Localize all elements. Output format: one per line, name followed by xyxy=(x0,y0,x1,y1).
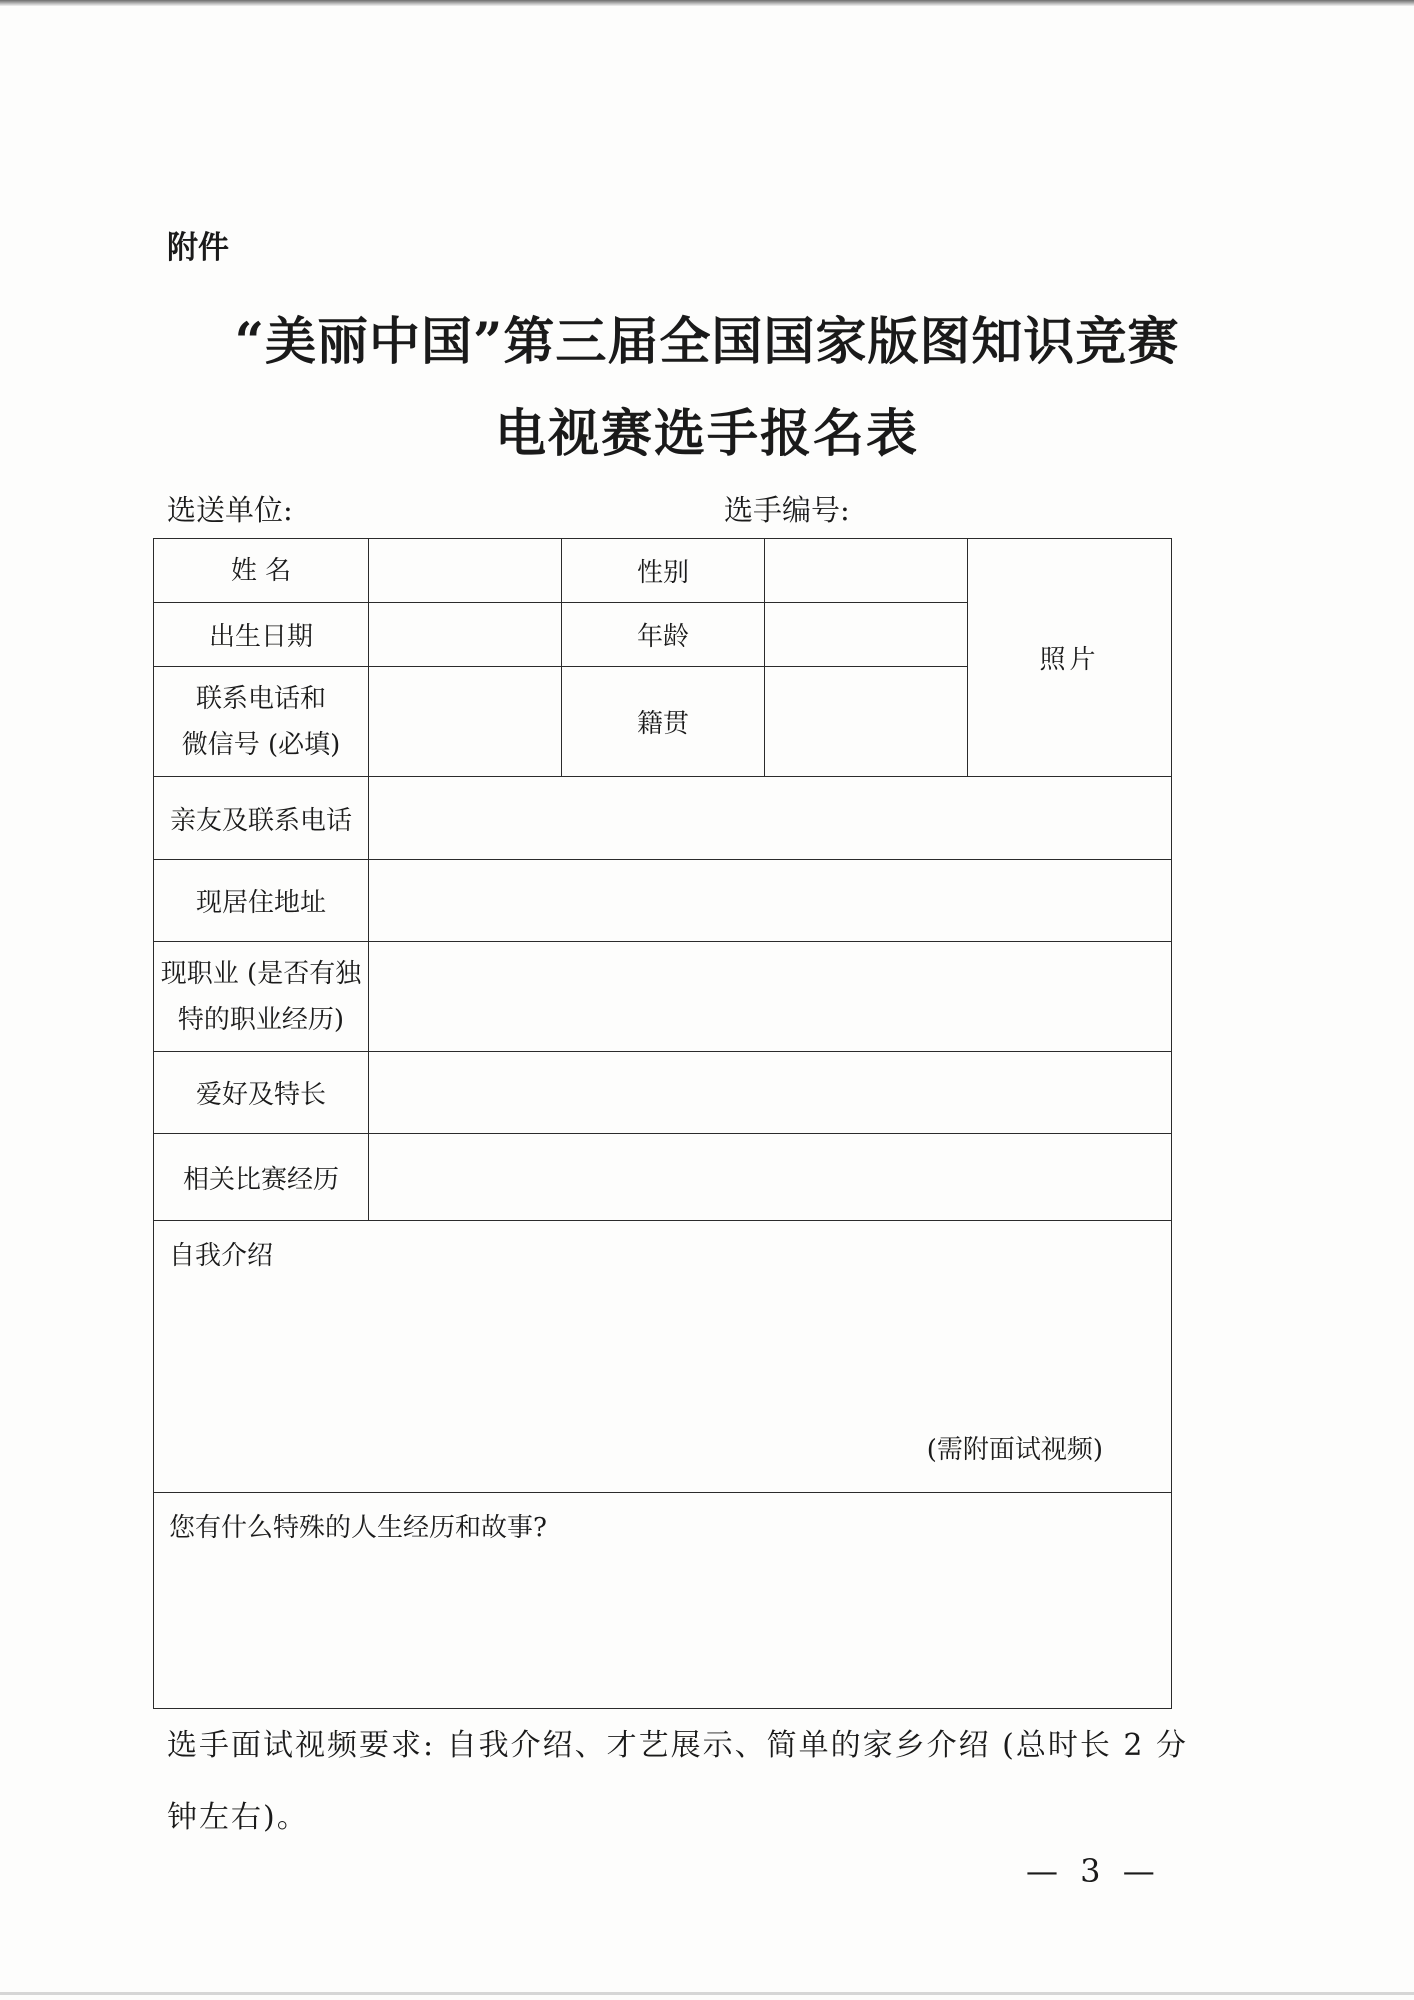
birth-date-label: 出生日期 xyxy=(154,603,369,667)
gender-field[interactable] xyxy=(765,539,968,603)
birth-date-field[interactable] xyxy=(369,603,562,667)
photo-label: 照片 xyxy=(1039,645,1100,675)
scan-top-edge xyxy=(0,0,1414,6)
name-label: 姓 名 xyxy=(154,539,369,603)
page-title-line2: 电视赛选手报名表 xyxy=(494,404,919,464)
submitting-unit-label: 选送单位: xyxy=(167,493,293,527)
self-intro-field[interactable] xyxy=(154,1221,1172,1493)
contestant-number-label: 选手编号: xyxy=(724,493,850,527)
occupation-field[interactable] xyxy=(369,942,1172,1052)
hobby-field[interactable] xyxy=(369,1052,1172,1134)
phone-wechat-field[interactable] xyxy=(369,667,562,777)
hobby-label: 爱好及特长 xyxy=(154,1052,369,1134)
video-requirement-line1: 选手面试视频要求: 自我介绍、才艺展示、简单的家乡介绍 (总时长 2 分 xyxy=(167,1728,1189,1763)
video-requirement-line2: 钟左右)。 xyxy=(167,1800,309,1835)
registration-form-table xyxy=(153,538,1172,1709)
address-label: 现居住地址 xyxy=(154,860,369,942)
phone-wechat-label-line2: 微信号 (必填) xyxy=(181,729,341,760)
age-field[interactable] xyxy=(765,603,968,667)
phone-wechat-label-line1: 联系电话和 xyxy=(195,683,326,714)
competition-history-field[interactable] xyxy=(369,1134,1172,1221)
page-number: — 3 — xyxy=(1026,1852,1161,1890)
occupation-label xyxy=(154,942,369,1052)
native-place-field[interactable] xyxy=(765,667,968,777)
photo-box[interactable] xyxy=(968,539,1172,777)
phone-wechat-label xyxy=(154,667,369,777)
relative-contact-label: 亲友及联系电话 xyxy=(154,777,369,860)
age-label: 年龄 xyxy=(562,603,765,667)
relative-contact-field[interactable] xyxy=(369,777,1172,860)
native-place-label: 籍贯 xyxy=(562,667,765,777)
life-story-field[interactable] xyxy=(154,1493,1172,1709)
occupation-label-line2: 特的职业经历) xyxy=(177,1004,345,1035)
attachment-label: 附件 xyxy=(167,230,229,266)
page-title-line1: “美丽中国”第三届全国国家版图知识竞赛 xyxy=(234,312,1180,372)
occupation-label-line1: 现职业 (是否有独 xyxy=(160,958,362,989)
interview-video-note: (需附面试视频) xyxy=(926,1435,1103,1465)
self-intro-label: 自我介绍 xyxy=(169,1241,274,1271)
life-story-label: 您有什么特殊的人生经历和故事? xyxy=(169,1513,547,1543)
name-field[interactable] xyxy=(369,539,562,603)
scan-bottom-edge xyxy=(0,1992,1414,1995)
competition-history-label: 相关比赛经历 xyxy=(154,1134,369,1221)
address-field[interactable] xyxy=(369,860,1172,942)
gender-label: 性别 xyxy=(562,539,765,603)
